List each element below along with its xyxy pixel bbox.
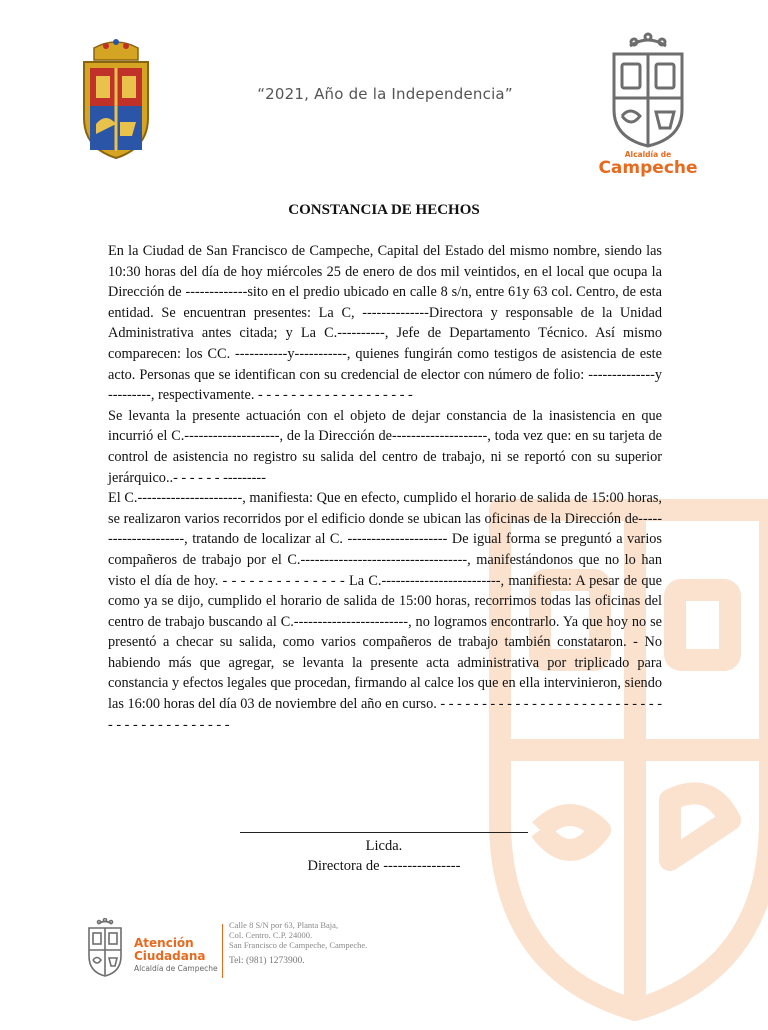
footer-brand [134,937,218,973]
document-title: CONSTANCIA DE HECHOS [288,202,480,218]
paragraph-3: El C.----------------------, manifiesta: Que en efecto, cumplido el horario de salida de 15:00 horas, se realizaron varios recorridos por el edificio donde se ubican las oficinas de la Dirección de---------------------, tratando de localizar al C. --------------------- De igual forma se preguntó a varios compañeros de trabajo por el C.-----------------------------------, manifestándonos que no lo han visto el día de hoy. - - - - - - - - - - - - - - La C.-------------------------, manifiesta: A pesar de que como ya se dijo, cumplido el horario de salida de 15:00 horas, recorrimos todas las oficinas del centro de trabajo buscando al C.------------------------, no logramos encontrarlo. Ya que hoy no se presentó a checar su salida, como varios compañeros de trabajo también constataron. - No habiendo más que agregar, se levanta la presente acta administrativa por triplicado para constancia y efectos legales que procedan, firmando al calce los que en ella intervinieron, siendo las 16:00 horas del día 03 de noviembre del año en curso. - - - - - - - - - - - - - - - - - - - - - - - - - - - - - - - - - - - - - - - - - - [108,490,662,733]
paragraph-2: Se levanta la presente actuación con el objeto de dejar constancia de la inasistencia en que incurrió el C.--------------------, de la Dirección de--------------------, toda vez que: en su tarjeta de control de asistencia no registro su salida del centro de trabajo, ni se reportó con su superior jerárquico..- - - - - - --------- [108,407,662,486]
footer-address-line2: Col. Centro. C.P. 24000. [229,930,313,940]
footer-brand-line1: Atención [134,936,194,950]
logo-caption-small: Alcaldía de [624,150,672,159]
paragraph-1: En la Ciudad de San Francisco de Campeche, Capital del Estado del mismo nombre, siendo las 10:30 horas del día de hoy miércoles 25 de enero de dos mil veintidos, en el local que ocupa la Dirección de -------------sito en el predio ubicado en calle 8 s/n, entre 61y 63 col. Centro, de esta entidad. Se encuentran presentes: La C, --------------Directora y responsable de la Unidad Administrativa antes citada; y La C.----------, Jefe de Departamento Técnico. Así mismo comparecen: los CC. -----------y-----------, quienes fungirán como testigos de asistencia de este acto. Personas que se identifican con su credencial de elector con número de folio: --------------y ---------, respectivamente. - - - - - - - - - - - - - - - - - - - [108,243,662,404]
footer-telephone: Tel: (981) 1273900. [229,956,305,966]
signature-line [240,832,528,833]
footer-address-line1: Calle 8 S/N por 63, Planta Baja, [229,920,339,930]
footer-divider [222,924,223,978]
footer-address-line3: San Francisco de Campeche, Campeche. [229,940,368,950]
logo-caption-big: Campeche [598,158,698,178]
motto-text: “2021, Año de la Independencia” [257,85,513,103]
alcaldia-shield-icon [598,32,698,150]
footer-brand-line3: Alcaldía de Campeche [134,964,218,973]
document-body [108,241,662,735]
footer-shield-icon [84,918,126,978]
alcaldia-campeche-logo [598,32,698,180]
coat-of-arms-logo [76,38,156,162]
footer-brand-line2: Ciudadana [134,949,206,963]
signature-role: Directora de ---------------- [307,858,461,874]
footer-address [229,920,367,950]
signature-name: Licda. [365,838,403,854]
